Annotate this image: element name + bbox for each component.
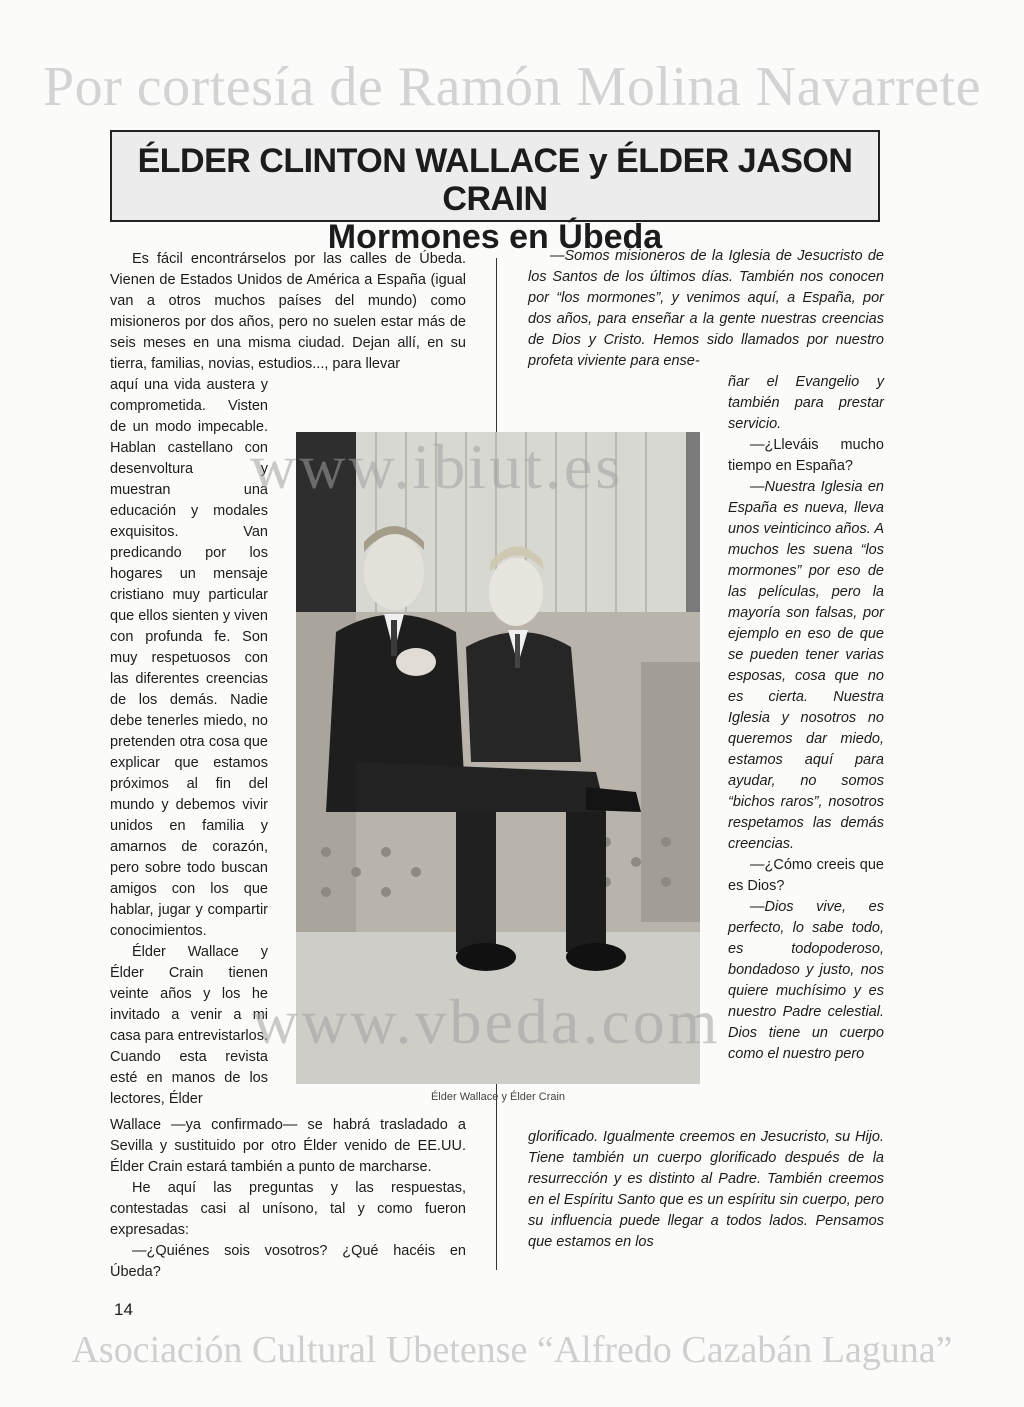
watermark-top: Por cortesía de Ramón Molina Navarrete (42, 56, 982, 118)
photo-missionaries (296, 432, 700, 1084)
answer-3: —Dios vive, es perfecto, lo sabe todo, es todopoderoso, bondadoso y justo, nos quiere muchísimo y es nuestro Padre celestial. Dios tiene un cuerpo como el nuestro pero (728, 899, 884, 1062)
page-number: 14 (114, 1300, 133, 1319)
left-bottom-column (110, 1115, 466, 1283)
photo-illustration (296, 432, 700, 1084)
question-1: —¿Quiénes sois vosotros? ¿Qué hacéis en Úbeda? (110, 1243, 466, 1280)
question-3: —¿Cómo creeis que es Dios? (728, 857, 884, 894)
article-title: ÉLDER CLINTON WALLACE y ÉLDER JASON CRAIN (137, 142, 853, 218)
question-2: —¿Lleváis mucho tiempo en España? (728, 437, 884, 474)
bottom-continuation: Wallace —ya confirmado— se habrá trasladado a Sevilla y sustituido por otro Élder venido de EE.UU. Élder Crain estará también a punto de marcharse. (110, 1117, 466, 1175)
intro-paragraph: Es fácil encontrárselos por las calles de Úbeda. Vienen de Estados Unidos de América a España (igual van a otros muchos países del mundo) como misioneros por dos años, pero no suelen estar más de seis meses en una misma ciudad. Dejan allí, en su tierra, familias, novias, estudios..., para llevar (110, 251, 466, 372)
article-subtitle: Mormones en Úbeda (327, 218, 663, 256)
watermark-bottom: Asociación Cultural Ubetense “Alfredo Cazabán Laguna” (71, 1329, 953, 1371)
narrow-paragraph-2: Élder Wallace y Élder Crain tienen veinte años y los he invitado a venir a mi casa para entrevistarlos. Cuando esta revista esté en manos de los lectores, Élder (110, 944, 268, 1107)
bottom-paragraph-2: He aquí las preguntas y las respuestas, contestadas casi al unísono, tal y como fueron expresadas: (110, 1180, 466, 1238)
photo-caption: Élder Wallace y Élder Crain (430, 1091, 566, 1103)
left-intro (110, 249, 466, 375)
right-bottom-column (528, 1127, 884, 1253)
answer-1: —Somos misioneros de la Iglesia de Jesucristo de los Santos de los últimos días. También nos conocen por “los mormones”, y venimos aquí, a España, por dos años, para enseñar a la gente nuestras creencias de Dios y Cristo. Hemos sido llamados por nuestro profeta viviente para ense- (528, 248, 884, 369)
watermark-middle-upper: www.ibiut.es (250, 431, 624, 502)
right-top-column (528, 246, 884, 372)
narrow-paragraph-1: aquí una vida austera y comprometida. Visten de un modo impecable. Hablan castellano con desenvoltura y muestran una educación y modales exquisitos. Van predicando por los hogares un mensaje cristiano muy particular que ellos sienten y viven con profunda fe. Son muy respetuosos con las diferentes creencias de los demás. Nadie debe tenerles miedo, no pretenden otra cosa que explicar que estamos próximos al fin del mundo y debemos vivir unidos en familia y amarnos de corazón, pero sobre todo buscan amigos con los que hablar, jugar y compartir conocimientos. (110, 377, 268, 939)
left-narrow-column (110, 375, 268, 1110)
answer-2: —Nuestra Iglesia en España es nueva, lleva unos veinticinco años. A muchos les suena “los mormones” por eso de las películas, pero la mayoría son falsas, por ejemplo en eso de que se pueden tener varias esposas, cosa que no es cierta. Nuestra Iglesia y nosotros no queremos dar miedo, estamos aquí para ayudar, no somos “bichos raros”, nosotros respetamos las demás creencias. (728, 479, 884, 852)
answer-3-continuation: glorificado. Igualmente creemos en Jesucristo, su Hijo. Tiene también un cuerpo glorificado después de la resurrección y es distinto al Padre. También creemos en el Espíritu Santo que es un espíritu sin cuerpo, pero su influencia puede llegar a todos lados. Pensamos que estamos en los (528, 1129, 884, 1250)
right-narrow-column (728, 372, 884, 1065)
article-title-box (110, 130, 880, 256)
watermark-middle-lower: www.vbeda.com (252, 986, 721, 1057)
answer-1-continuation: ñar el Evangelio y también para prestar servicio. (728, 374, 884, 432)
